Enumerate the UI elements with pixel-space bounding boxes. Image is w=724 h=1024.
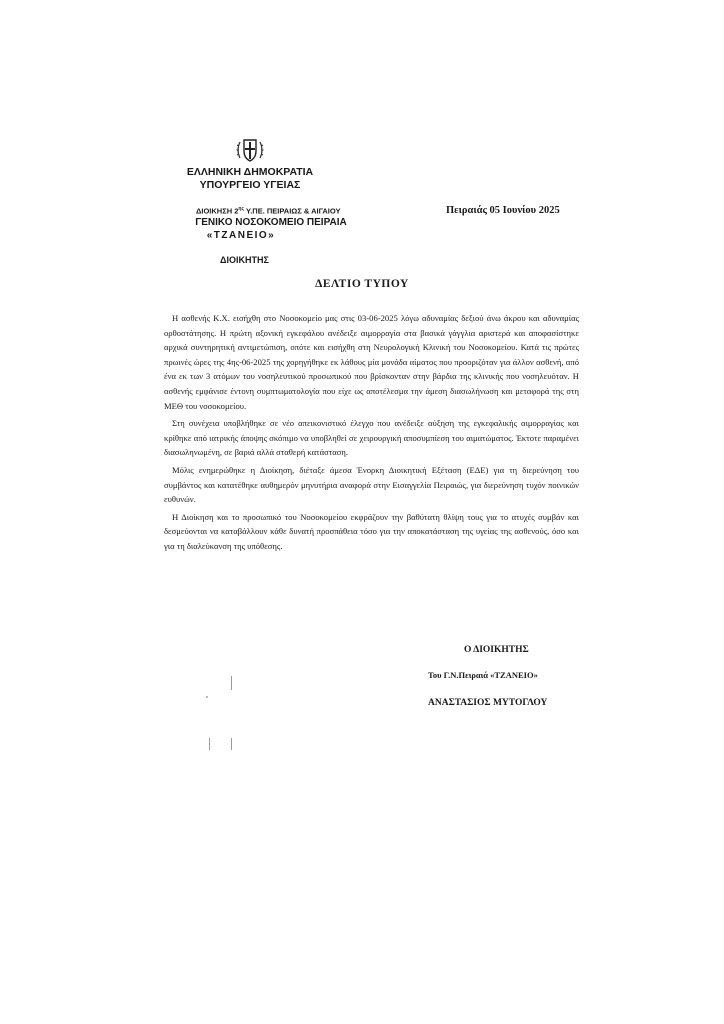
scan-artifact [231, 676, 232, 690]
ministry-header [170, 166, 330, 192]
hospital-short-name: «ΤΖΑΝΕΙΟ» [206, 230, 276, 241]
administration-sup: ης [238, 206, 245, 212]
ministry-name: ΥΠΟΥΡΓΕΙΟ ΥΓΕΙΑΣ [199, 179, 301, 191]
administration-prefix: ΔΙΟΙΚΗΣΗ 2 [196, 206, 239, 216]
body-paragraph: Η ασθενής Κ.Χ. εισήχθη στο Νοσοκομείο μας στις 03-06-2025 λόγω αδυναμίας δεξιού άνω άκρου και αδυναμίας ορθοστάτησης. Η πρώτη αξονική εγκεφάλου ανέδειξε αιμορραγία στα βασικά γάγγλια αριστερά και αποφασίστηκε αρχικά συντηρητική αντιμετώπιση, οπότε και εισήχθη στη Νευρολογική Κλινική του Νοσοκομείου. Κατά τις πρώτες πρωινές ώρες της 4ης-06-2025 της χορηγήθηκε εκ λάθους μία μονάδα αίματος που προοριζόταν για άλλον ασθενή, από ένα εκ των 3 ατόμων του νοσηλευτικού προσωπικού που βρίσκονταν στην βάρδια της κλινικής που νοσηλευόταν. Η ασθενής εμφάνισε έντονη συμπτωματολογία που είχε ως αποτέλεσμα την άμεση διασωλήνωση και μεταφορά της στη ΜΕΘ του νοσοκομείου. [164, 313, 579, 411]
country-name: ΕΛΛΗΝΙΚΗ ΔΗΜΟΚΡΑΤΙΑ [186, 166, 314, 178]
hospital-name: ΓΕΝΙΚΟ ΝΟΣΟΚΟΜΕΙΟ ΠΕΙΡΑΙΑ [195, 217, 347, 228]
body-paragraph: Μόλις ενημερώθηκε η Διοίκηση, διέταξε άμεσα Ένορκη Διοικητική Εξέταση (ΕΔΕ) για τη διερεύνηση του συμβάντος και κατατέθηκε αυθημερόν μηνυτήρια αναφορά στην Εισαγγελία Πειραιώς, για διερεύνηση τυχόν ποινικών ευθυνών. [164, 464, 579, 505]
scan-artifact [206, 696, 208, 698]
signature-name: ΑΝΑΣΤΑΣΙΟΣ ΜΥΤΟΓΛΟΥ [428, 698, 548, 708]
scan-artifact [231, 738, 232, 750]
coat-of-arms-icon [234, 134, 266, 166]
director-label: ΔΙΟΙΚΗΤΗΣ [220, 255, 269, 265]
body-paragraph: Στη συνέχεια υποβλήθηκε σε νέο απεικονιστικό έλεγχο που ανέδειξε αύξηση της εγκεφαλικής αιμορραγίας και κρίθηκε από ιατρικής άποψης σκόπιμο να υποβληθεί σε χειρουργική αποσυμπίεση του αιματώματος. Έκτοτε παραμένει διασωληνωμένη, σε βαριά αλλά σταθερή κατάσταση. [164, 418, 579, 458]
body-paragraph: Η Διοίκηση και το προσωπικό του Νοσοκομείου εκφράζουν την βαθύτατη θλίψη τους για το ατυχές συμβάν και δεσμεύονται να καταβάλλουν κάθε δυνατή προσπάθεια τόσο για την αποκατάσταση της υγείας της ασθενούς, όσο και για τη διαλεύκανση της υπόθεσης. [164, 511, 579, 551]
document-title: ΔΕΛΤΙΟ ΤΥΠΟΥ [315, 278, 409, 290]
press-release-body [164, 311, 579, 557]
signature-org: Του Γ.Ν.Πειραιά «ΤΖΑΝΕΙΟ» [428, 670, 538, 680]
signature-title: Ο ΔΙΟΙΚΗΤΗΣ [464, 645, 529, 655]
administration-suffix: Υ.ΠΕ. ΠΕΙΡΑΙΩΣ & ΑΙΓΑΙΟΥ [244, 206, 341, 216]
administration-line [196, 206, 340, 216]
scan-artifact [209, 738, 210, 750]
document-date: Πειραιάς 05 Ιουνίου 2025 [446, 205, 560, 216]
